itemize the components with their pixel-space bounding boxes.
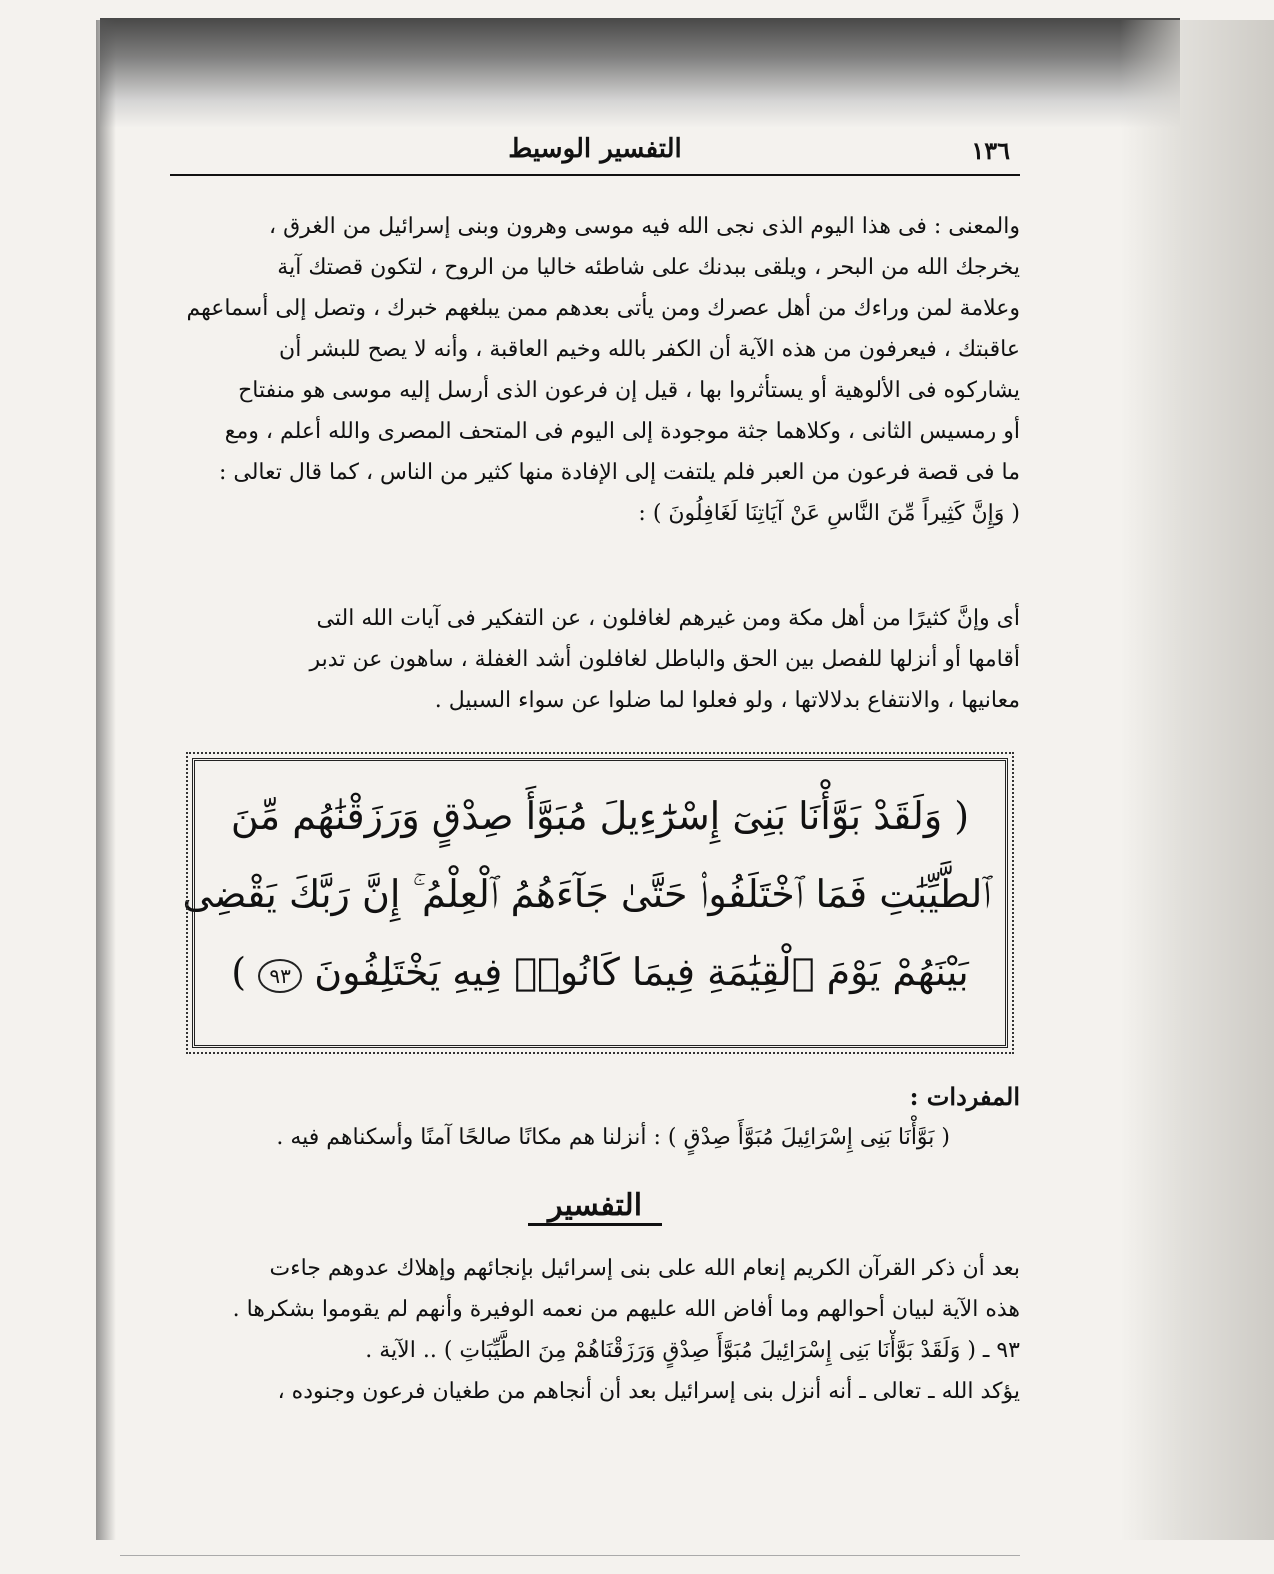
- running-title: التفسير الوسيط: [508, 134, 682, 164]
- verse-number-medallion: ٩٣: [258, 959, 302, 993]
- page-header: [170, 130, 1020, 176]
- paragraph-explanation: [170, 598, 1020, 721]
- text-line: معانيها ، والانتفاع بدلالاتها ، ولو فعلوا لما ضلوا عن سواء السبيل .: [434, 688, 1020, 713]
- verse-text: بَيْنَهُمْ يَوْمَ ٱلْقِيَٰمَةِ فِيمَا كَانُوا۟ فِيهِ يَخْتَلِفُونَ: [314, 950, 969, 994]
- text-line: أقامها أو أنزلها للفصل بين الحق والباطل لغافلون أشد الغفلة ، ساهون عن تدبر: [309, 647, 1020, 672]
- text-line: ( وَإِنَّ كَثِيراً مِّنَ النَّاسِ عَنْ آيَاتِنَا لَغَافِلُونَ ) :: [638, 501, 1020, 526]
- text-line: بعد أن ذكر القرآن الكريم إنعام الله على بنى إسرائيل بإنجائهم وإهلاك عدوهم جاءت: [269, 1256, 1020, 1281]
- tafsir-heading-text: التفسير: [528, 1188, 662, 1226]
- bottom-scan-edge: [120, 1555, 1020, 1556]
- text-line: ٩٣ ـ ( وَلَقَدْ بَوَّأْنَا بَنِى إِسْرَائِيلَ مُبَوَّأَ صِدْقٍ وَرَزَقْنَاهُمْ مِنَ الطَّيِّبَاتِ ) .. الآية .: [365, 1338, 1020, 1363]
- verse-line: ( وَلَقَدْ بَوَّأْنَا بَنِىٓ إِسْرَٰٓءِيلَ مُبَوَّأَ صِدْقٍ وَرَزَقْنَٰهُم مِّنَ: [230, 794, 970, 838]
- text-line: يشاركوه فى الألوهية أو يستأثروا بها ، قيل إن فرعون الذى أرسل إليه موسى هو منفتاح: [238, 378, 1020, 403]
- text-line: هذه الآية لبيان أحوالهم وما أفاض الله عليهم من نعمه الوفيرة وأنهم لم يقوموا بشكرها .: [232, 1297, 1020, 1322]
- verse-line: ٱلطَّيِّبَٰتِ فَمَا ٱخْتَلَفُوا۟ حَتَّىٰ جَآءَهُمُ ٱلْعِلْمُ ۚ إِنَّ رَبَّكَ يَقْضِى: [182, 872, 991, 916]
- text-line: والمعنى : فى هذا اليوم الذى نجى الله فيه موسى وهرون وبنى إسرائيل من الغرق ،: [269, 214, 1020, 239]
- tafsir-heading: [170, 1188, 1020, 1223]
- text-line: عاقبتك ، فيعرفون من هذه الآية أن الكفر بالله وخيم العاقبة ، وأنه لا يصح للبشر أن: [279, 337, 1020, 362]
- vocabulary-heading: المفردات :: [909, 1082, 1020, 1111]
- vocabulary-entry: ( بَوَّأْنَا بَنِى إِسْرَائِيلَ مُبَوَّأَ صِدْقٍ ) : أنزلنا هم مكانًا صالحًا آمنًا وأسكناهم فيه .: [276, 1125, 950, 1150]
- paragraph-tafsir: [170, 1248, 1020, 1412]
- scan-shadow-top: [100, 18, 1180, 128]
- text-line: أى وإنَّ كثيرًا من أهل مكة ومن غيرهم لغافلون ، عن التفكير فى آيات الله التى: [316, 606, 1020, 631]
- scan-shadow-right: [1120, 20, 1274, 1540]
- text-line: يخرجك الله من البحر ، ويلقى ببدنك على شاطئه خاليا من الروح ، لتكون قصتك آية: [277, 255, 1020, 280]
- quran-verse-box: [182, 758, 1008, 1048]
- page-number: ١٣٦: [971, 136, 1010, 165]
- book-page: [170, 130, 1020, 1530]
- verse-closing: ): [231, 950, 247, 994]
- paragraph-meaning: [170, 206, 1020, 534]
- text-line: ما فى قصة فرعون من العبر فلم يلتفت إلى الإفادة منها كثير من الناس ، كما قال تعالى :: [218, 460, 1020, 485]
- text-line: يؤكد الله ـ تعالى ـ أنه أنزل بنى إسرائيل بعد أن أنجاهم من طغيان فرعون وجنوده ،: [277, 1379, 1020, 1404]
- scan-shadow-left: [96, 20, 116, 1540]
- text-line: وعلامة لمن وراءك من أهل عصرك ومن يأتى بعدهم ممن يبلغهم خبرك ، وتصل إلى أسماعهم: [186, 296, 1020, 321]
- text-line: أو رمسيس الثانى ، وكلاهما جثة موجودة إلى اليوم فى المتحف المصرى والله أعلم ، ومع: [224, 419, 1020, 444]
- verse-line-last: [195, 933, 1005, 1011]
